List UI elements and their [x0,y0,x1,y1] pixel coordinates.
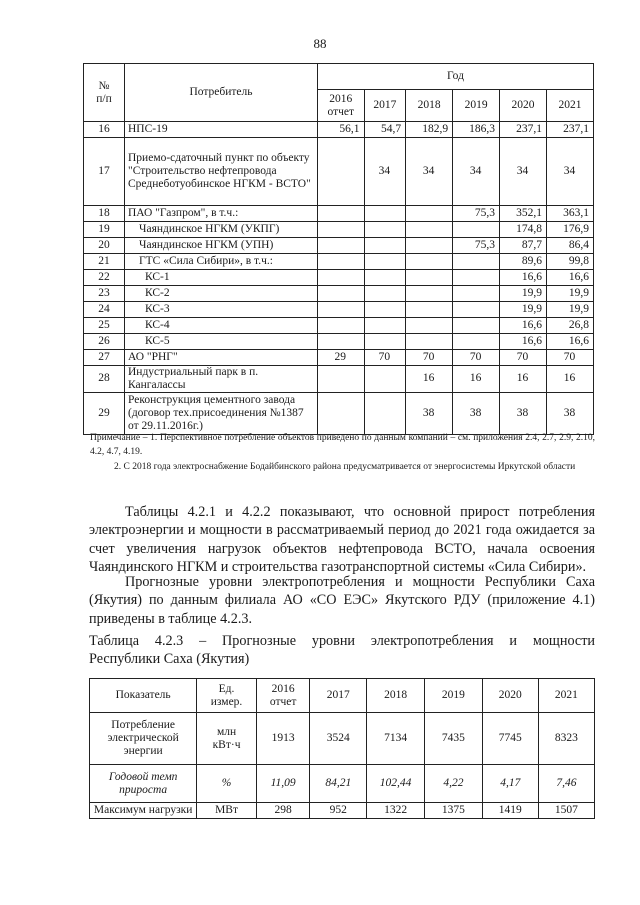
row-value: 70 [364,350,406,366]
row-value: 54,7 [364,122,406,138]
row-value [453,222,500,238]
row-value: 16,6 [500,318,547,334]
caption-word: Таблица [89,633,140,649]
row-value: 1507 [538,803,594,819]
row-consumer: КС-4 [125,318,318,334]
row-indicator: Максимум нагрузки [90,803,197,819]
row-value [318,286,365,302]
row-consumer: Чаяндинское НГКМ (УКПГ) [125,222,318,238]
row-value [453,334,500,350]
caption-word: электропотребления [370,633,494,649]
row-value: 87,7 [500,238,547,254]
page-number: 88 [313,36,327,51]
row-value: 4,17 [482,765,538,803]
row-indicator: Потребление электрической энергии [90,713,197,765]
row-consumer: КС-5 [125,334,318,350]
row-value [318,238,365,254]
table-row [90,765,595,803]
row-value [406,222,453,238]
row-value [318,334,365,350]
row-number: 18 [84,206,125,222]
row-value [453,254,500,270]
row-value [453,318,500,334]
consumer-forecast-table [83,63,594,435]
row-number: 25 [84,318,125,334]
row-value [453,286,500,302]
table-row [84,206,594,222]
row-value: 1322 [367,803,425,819]
row-value [364,334,406,350]
table-row [84,270,594,286]
row-value: 16 [547,366,594,393]
row-consumer: НПС-19 [125,122,318,138]
table-row [90,803,595,819]
header-year: 2016 отчет [318,90,365,122]
caption-word: – [199,633,207,649]
row-value: 7435 [425,713,483,765]
row-value [318,366,365,393]
row-value: 952 [310,803,367,819]
row-value: 70 [500,350,547,366]
header-year: 2021 [547,90,594,122]
caption-line-2: Республики Саха (Якутия) [89,651,250,668]
row-number: 16 [84,122,125,138]
row-value: 56,1 [318,122,365,138]
row-value [364,286,406,302]
row-value: 19,9 [500,286,547,302]
row-value: 38 [547,392,594,434]
header-cell: 2016 отчет [256,679,310,713]
row-value [318,302,365,318]
row-value [364,222,406,238]
row-value [406,254,453,270]
row-number: 19 [84,222,125,238]
row-value [318,138,365,206]
row-value [318,206,365,222]
row-value: 75,3 [453,238,500,254]
sakha-forecast-table [89,678,595,819]
header-cell: 2018 [367,679,425,713]
row-value: 38 [406,392,453,434]
row-consumer: Приемо-сдаточный пункт по объекту "Строительство нефтепровода Среднеботуобинское НГКМ - ВСТО" [125,138,318,206]
row-number: 26 [84,334,125,350]
table-row [84,318,594,334]
row-consumer: Индустриальный парк в п. Кангалассы [125,366,318,393]
row-value [406,334,453,350]
caption-word: уровни [311,633,356,649]
row-value: 16 [453,366,500,393]
row-value [364,302,406,318]
row-value: 70 [406,350,453,366]
row-value [318,222,365,238]
table-row [84,366,594,393]
row-value [364,318,406,334]
table-row [84,392,594,434]
row-value: 26,8 [547,318,594,334]
table-row [90,713,595,765]
row-indicator: Годовой темп прироста [90,765,197,803]
row-value [318,254,365,270]
row-consumer: ГТС «Сила Сибири», в т.ч.: [125,254,318,270]
row-value: 363,1 [547,206,594,222]
row-value [406,206,453,222]
header-cell: Показатель [90,679,197,713]
table-row [84,334,594,350]
row-value: 16 [500,366,547,393]
row-value: 19,9 [547,286,594,302]
row-value: 186,3 [453,122,500,138]
header-year: 2019 [453,90,500,122]
header-num-text: № п/п [96,79,112,105]
row-value: 99,8 [547,254,594,270]
row-number: 24 [84,302,125,318]
row-number: 27 [84,350,125,366]
row-unit: % [197,765,256,803]
row-value [364,206,406,222]
row-value: 237,1 [500,122,547,138]
row-value: 34 [364,138,406,206]
header-cell: 2020 [482,679,538,713]
row-value: 84,21 [310,765,367,803]
row-value: 4,22 [425,765,483,803]
row-value: 19,9 [500,302,547,318]
table-row [84,350,594,366]
row-consumer: АО "РНГ" [125,350,318,366]
row-number: 29 [84,392,125,434]
header-year: 2018 [406,90,453,122]
row-number: 17 [84,138,125,206]
header-year-group: Год [318,64,594,90]
row-value [364,270,406,286]
row-consumer: Чаяндинское НГКМ (УПН) [125,238,318,254]
row-value [406,318,453,334]
note-2: 2. С 2018 года электроснабжение Бодайбинского района предусматривается от энергосистемы Иркутской области [114,462,576,472]
row-value: 102,44 [367,765,425,803]
table-row [84,286,594,302]
row-value: 7745 [482,713,538,765]
row-consumer: КС-3 [125,302,318,318]
caption-word: 4.2.3 [154,633,184,649]
header-cell: 2021 [538,679,594,713]
row-value: 86,4 [547,238,594,254]
row-value: 8323 [538,713,594,765]
row-value: 16,6 [547,334,594,350]
row-number: 28 [84,366,125,393]
row-number: 21 [84,254,125,270]
row-value: 29 [318,350,365,366]
row-value: 1913 [256,713,310,765]
header-year: 2017 [364,90,406,122]
row-value: 19,9 [547,302,594,318]
row-value [406,238,453,254]
row-value [364,366,406,393]
row-value: 174,8 [500,222,547,238]
row-value: 34 [547,138,594,206]
row-value: 38 [453,392,500,434]
row-consumer: ПАО "Газпром", в т.ч.: [125,206,318,222]
row-value: 34 [406,138,453,206]
row-value [318,318,365,334]
table-row [84,222,594,238]
header-cell: Ед. измер. [197,679,256,713]
header-consumer: Потребитель [125,64,318,122]
row-value [364,392,406,434]
row-unit: МВт [197,803,256,819]
row-value: 182,9 [406,122,453,138]
table-row [84,122,594,138]
row-value [453,302,500,318]
row-number: 23 [84,286,125,302]
row-value: 237,1 [547,122,594,138]
row-value: 298 [256,803,310,819]
row-value: 11,09 [256,765,310,803]
row-value: 34 [453,138,500,206]
row-value: 16 [406,366,453,393]
row-value [364,238,406,254]
header-year: 2020 [500,90,547,122]
row-consumer: КС-2 [125,286,318,302]
row-consumer: КС-1 [125,270,318,286]
row-value: 7,46 [538,765,594,803]
row-value [318,270,365,286]
table-row [84,302,594,318]
row-value: 176,9 [547,222,594,238]
row-value: 75,3 [453,206,500,222]
row-number: 20 [84,238,125,254]
row-value: 38 [500,392,547,434]
paragraph-1: Таблицы 4.2.1 и 4.2.2 показывают, что основной прирост потребления электроэнергии и мощности в рассматриваемый период до 2021 года ожидается за счет увеличения нагрузок объектов нефтепровода ВСТО, начала освоения Чаяндинского НГКМ и строительства газотранспортной системы «Сила Сибири». [89,504,595,576]
row-value: 1419 [482,803,538,819]
note-1: Примечание – 1. Перспективное потребление объектов приведено по данным компаний – см. приложения 2.4, 2.7, 2.9, 2.10, 4.2, 4.7, 4.19. [90,433,595,458]
table-caption [89,632,595,669]
caption-line-1 [89,632,595,650]
row-value: 352,1 [500,206,547,222]
row-value: 70 [453,350,500,366]
row-value: 16,6 [547,270,594,286]
row-value: 89,6 [500,254,547,270]
row-value [318,392,365,434]
row-number: 22 [84,270,125,286]
row-value: 7134 [367,713,425,765]
caption-word: мощности [532,633,595,649]
header-cell: 2019 [425,679,483,713]
table-row [84,254,594,270]
row-value [406,270,453,286]
row-value: 16,6 [500,270,547,286]
row-value [406,302,453,318]
row-value [453,270,500,286]
row-unit: млн кВт·ч [197,713,256,765]
header-cell: 2017 [310,679,367,713]
row-value: 1375 [425,803,483,819]
row-value: 3524 [310,713,367,765]
row-value: 16,6 [500,334,547,350]
caption-word: и [509,633,518,649]
paragraph-2: Прогнозные уровни электропотребления и мощности Республики Саха (Якутия) по данным филиала АО «СО ЕЭС» Якутского РДУ (приложение 4.1) приведены в таблице 4.2.3. [89,574,595,627]
row-value [406,286,453,302]
caption-word: Прогнозные [222,633,297,649]
header-num [84,64,125,122]
table-row [84,138,594,206]
table-row [84,238,594,254]
row-consumer: Реконструкция цементного завода (договор тех.присоединения №1387 от 29.11.2016г.) [125,392,318,434]
row-value [364,254,406,270]
row-value: 70 [547,350,594,366]
row-value: 34 [500,138,547,206]
